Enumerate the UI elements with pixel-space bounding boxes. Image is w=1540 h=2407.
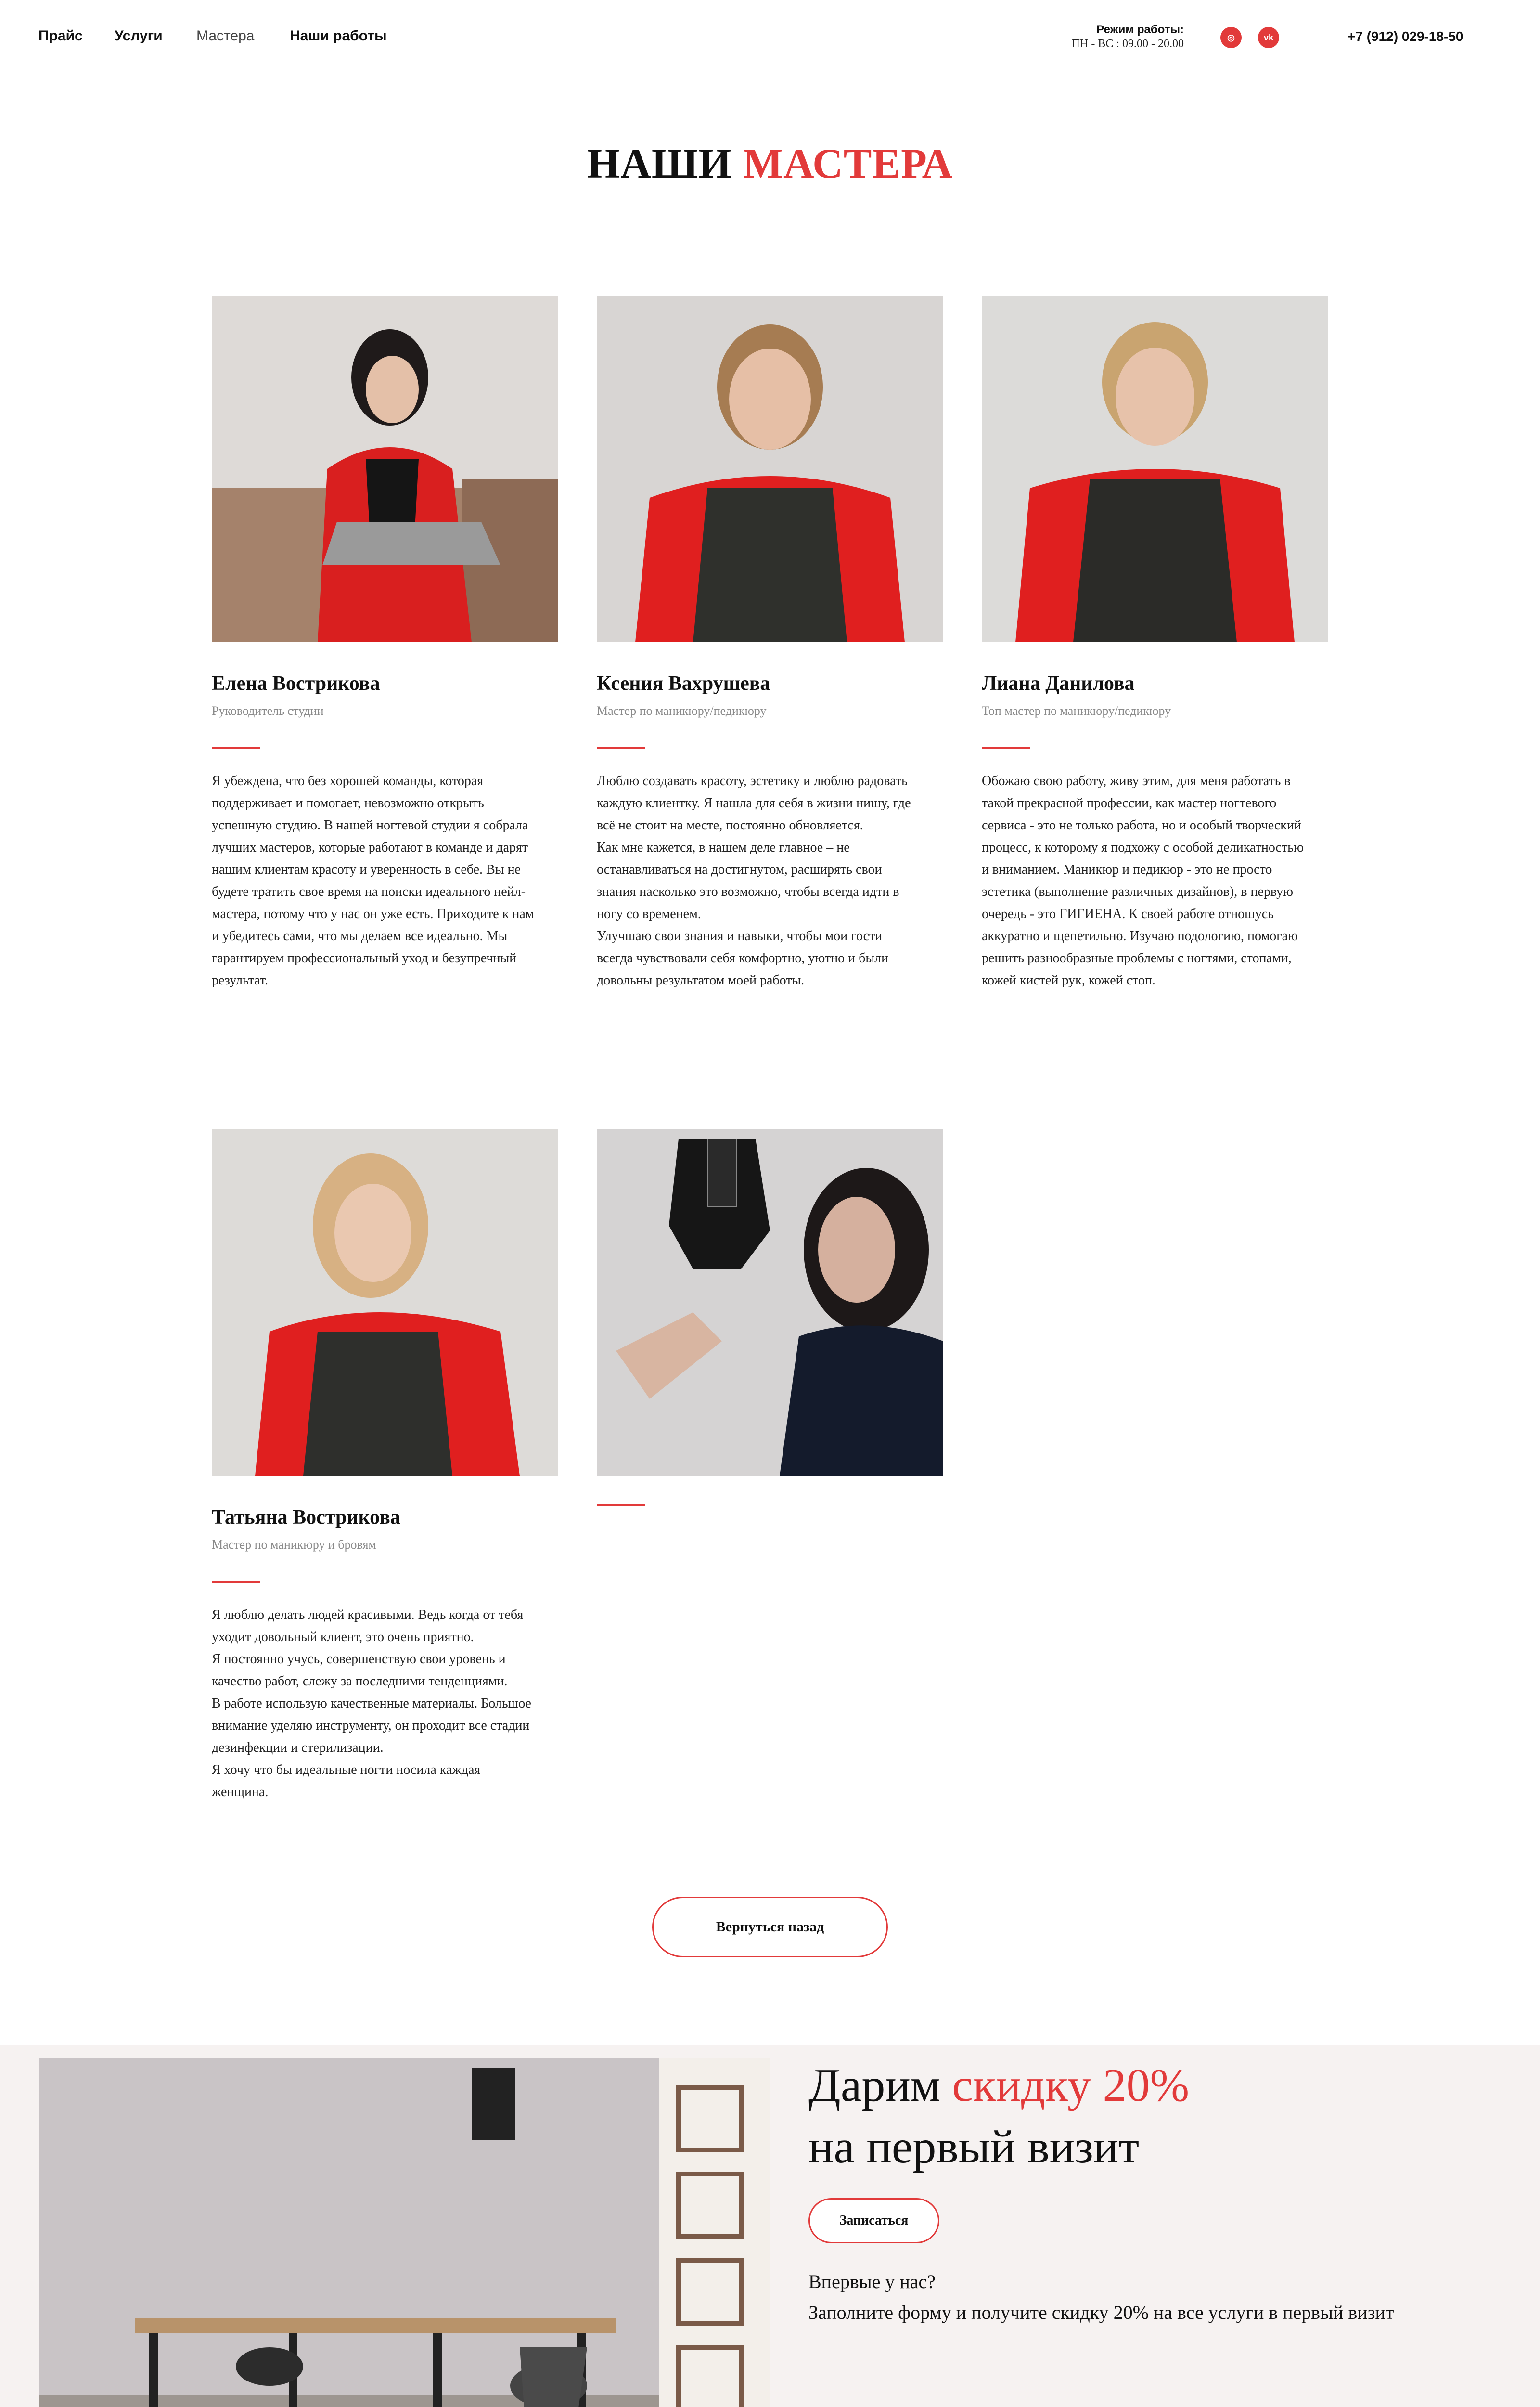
studio-image [38, 2058, 770, 2407]
studio-photo [38, 2058, 770, 2407]
page-title [0, 140, 1540, 188]
master-photo-unnamed [597, 1129, 943, 1476]
divider [982, 747, 1030, 749]
promo-headline-line2: на первый визит [808, 2121, 1140, 2173]
hours-value: ПН - ВС : 09.00 - 20.00 [1071, 38, 1184, 50]
instagram-icon[interactable]: ◎ [1220, 27, 1242, 48]
divider [212, 747, 260, 749]
signup-button[interactable]: Записаться [808, 2198, 939, 2243]
divider [597, 1504, 645, 1506]
promo-headline-part1: Дарим [808, 2059, 940, 2111]
back-button[interactable]: Вернуться назад [652, 1897, 888, 1957]
nav-item-services[interactable]: Услуги [115, 28, 163, 44]
nav-item-masters[interactable]: Мастера [196, 28, 255, 44]
portrait-image [597, 296, 943, 642]
master-name: Ксения Вахрушева [597, 673, 770, 695]
master-bio: Обожаю свою работу, живу этим, для меня работать в такой прекрасной профессии, как мастер ногтевого сервиса - это не только работа, но и особый творческий процесс, к которому я подхожу с особой деликатностью и вниманием. Маникюр и педикюр - это не просто эстетика (выполнение различных дизайнов), в первую очередь - это ГИГИЕНА. К своей работе отношусь аккуратно и щепетильно. Изучаю подологию, помогаю решить разнообразные проблемы с ногтями, стопами, кожей кистей рук, кожей стоп. [982, 774, 1304, 988]
portrait-image [212, 1129, 558, 1476]
page-title-part1: НАШИ [587, 141, 732, 187]
divider [212, 1581, 260, 1583]
master-role: Топ мастер по маникюру/педикюру [982, 704, 1171, 718]
page-title-part2: МАСТЕРА [743, 141, 953, 187]
master-name: Елена Вострикова [212, 673, 380, 695]
divider [597, 747, 645, 749]
master-role: Мастер по маникюру/педикюру [597, 704, 767, 718]
master-photo-liana [982, 296, 1328, 642]
promo-description: Заполните форму и получите скидку 20% на все услуги в первый визит [808, 2302, 1394, 2323]
nav-item-works[interactable]: Наши работы [290, 28, 387, 44]
promo-headline-part2: скидку 20% [952, 2059, 1190, 2111]
portrait-image [597, 1129, 943, 1476]
master-bio: Люблю создавать красоту, эстетику и люблю радовать каждую клиентку. Я нашла для себя в жизни нишу, где всё не стоит на месте, постоянно обновляется. Как мне кажется, в нашем деле главное – не останавливаться на достигнутом, расширять свои знания насколько это возможно, чтобы всегда идти в ногу со временем. Улучшаю свои знания и навыки, чтобы мои гости всегда чувствовали себя комфортно, уютно и были довольны результатом моей работы. [597, 774, 911, 988]
master-name: Лиана Данилова [982, 673, 1135, 695]
master-photo-ksenia [597, 296, 943, 642]
header-phone[interactable]: +7 (912) 029-18-50 [1348, 29, 1463, 44]
header [0, 0, 1540, 77]
master-photo-elena [212, 296, 558, 642]
master-bio: Я убеждена, что без хорошей команды, которая поддерживает и помогает, невозможно открыть успешную студию. В нашей ногтевой студии я собрала лучших мастеров, которые работают в команде и дарят нашим клиентам красоту и уверенность в себе. Вы не будете тратить свое время на поиски идеального нейл- мастера, потому что у нас он уже есть. Приходите к нам и убедитесь сами, что мы делаем все идеально. Мы гарантируем профессиональный уход и безупречный результат. [212, 774, 534, 988]
portrait-image [982, 296, 1328, 642]
master-bio: Я люблю делать людей красивыми. Ведь когда от тебя уходит довольный клиент, это очень приятно. Я постоянно учусь, совершенствую свои уровень и качество работ, слежу за последними тенденциями. В работе использую качественные материалы. Большое внимание уделяю инструменту, он проходит все стадии дезинфекции и стерилизации. Я хочу что бы идеальные ногти носила каждая женщина. [212, 1607, 531, 1799]
promo-headline-line1 [808, 2058, 1189, 2112]
promo-question: Впервые у нас? [808, 2271, 936, 2292]
nav-item-price[interactable]: Прайс [38, 28, 83, 44]
portrait-image [212, 296, 558, 642]
master-photo-tatiana [212, 1129, 558, 1476]
master-role: Мастер по маникюру и бровям [212, 1538, 376, 1552]
hours-label: Режим работы: [1096, 23, 1184, 36]
vk-icon[interactable]: vk [1258, 27, 1279, 48]
master-name: Татьяна Вострикова [212, 1506, 400, 1528]
master-role: Руководитель студии [212, 704, 324, 718]
